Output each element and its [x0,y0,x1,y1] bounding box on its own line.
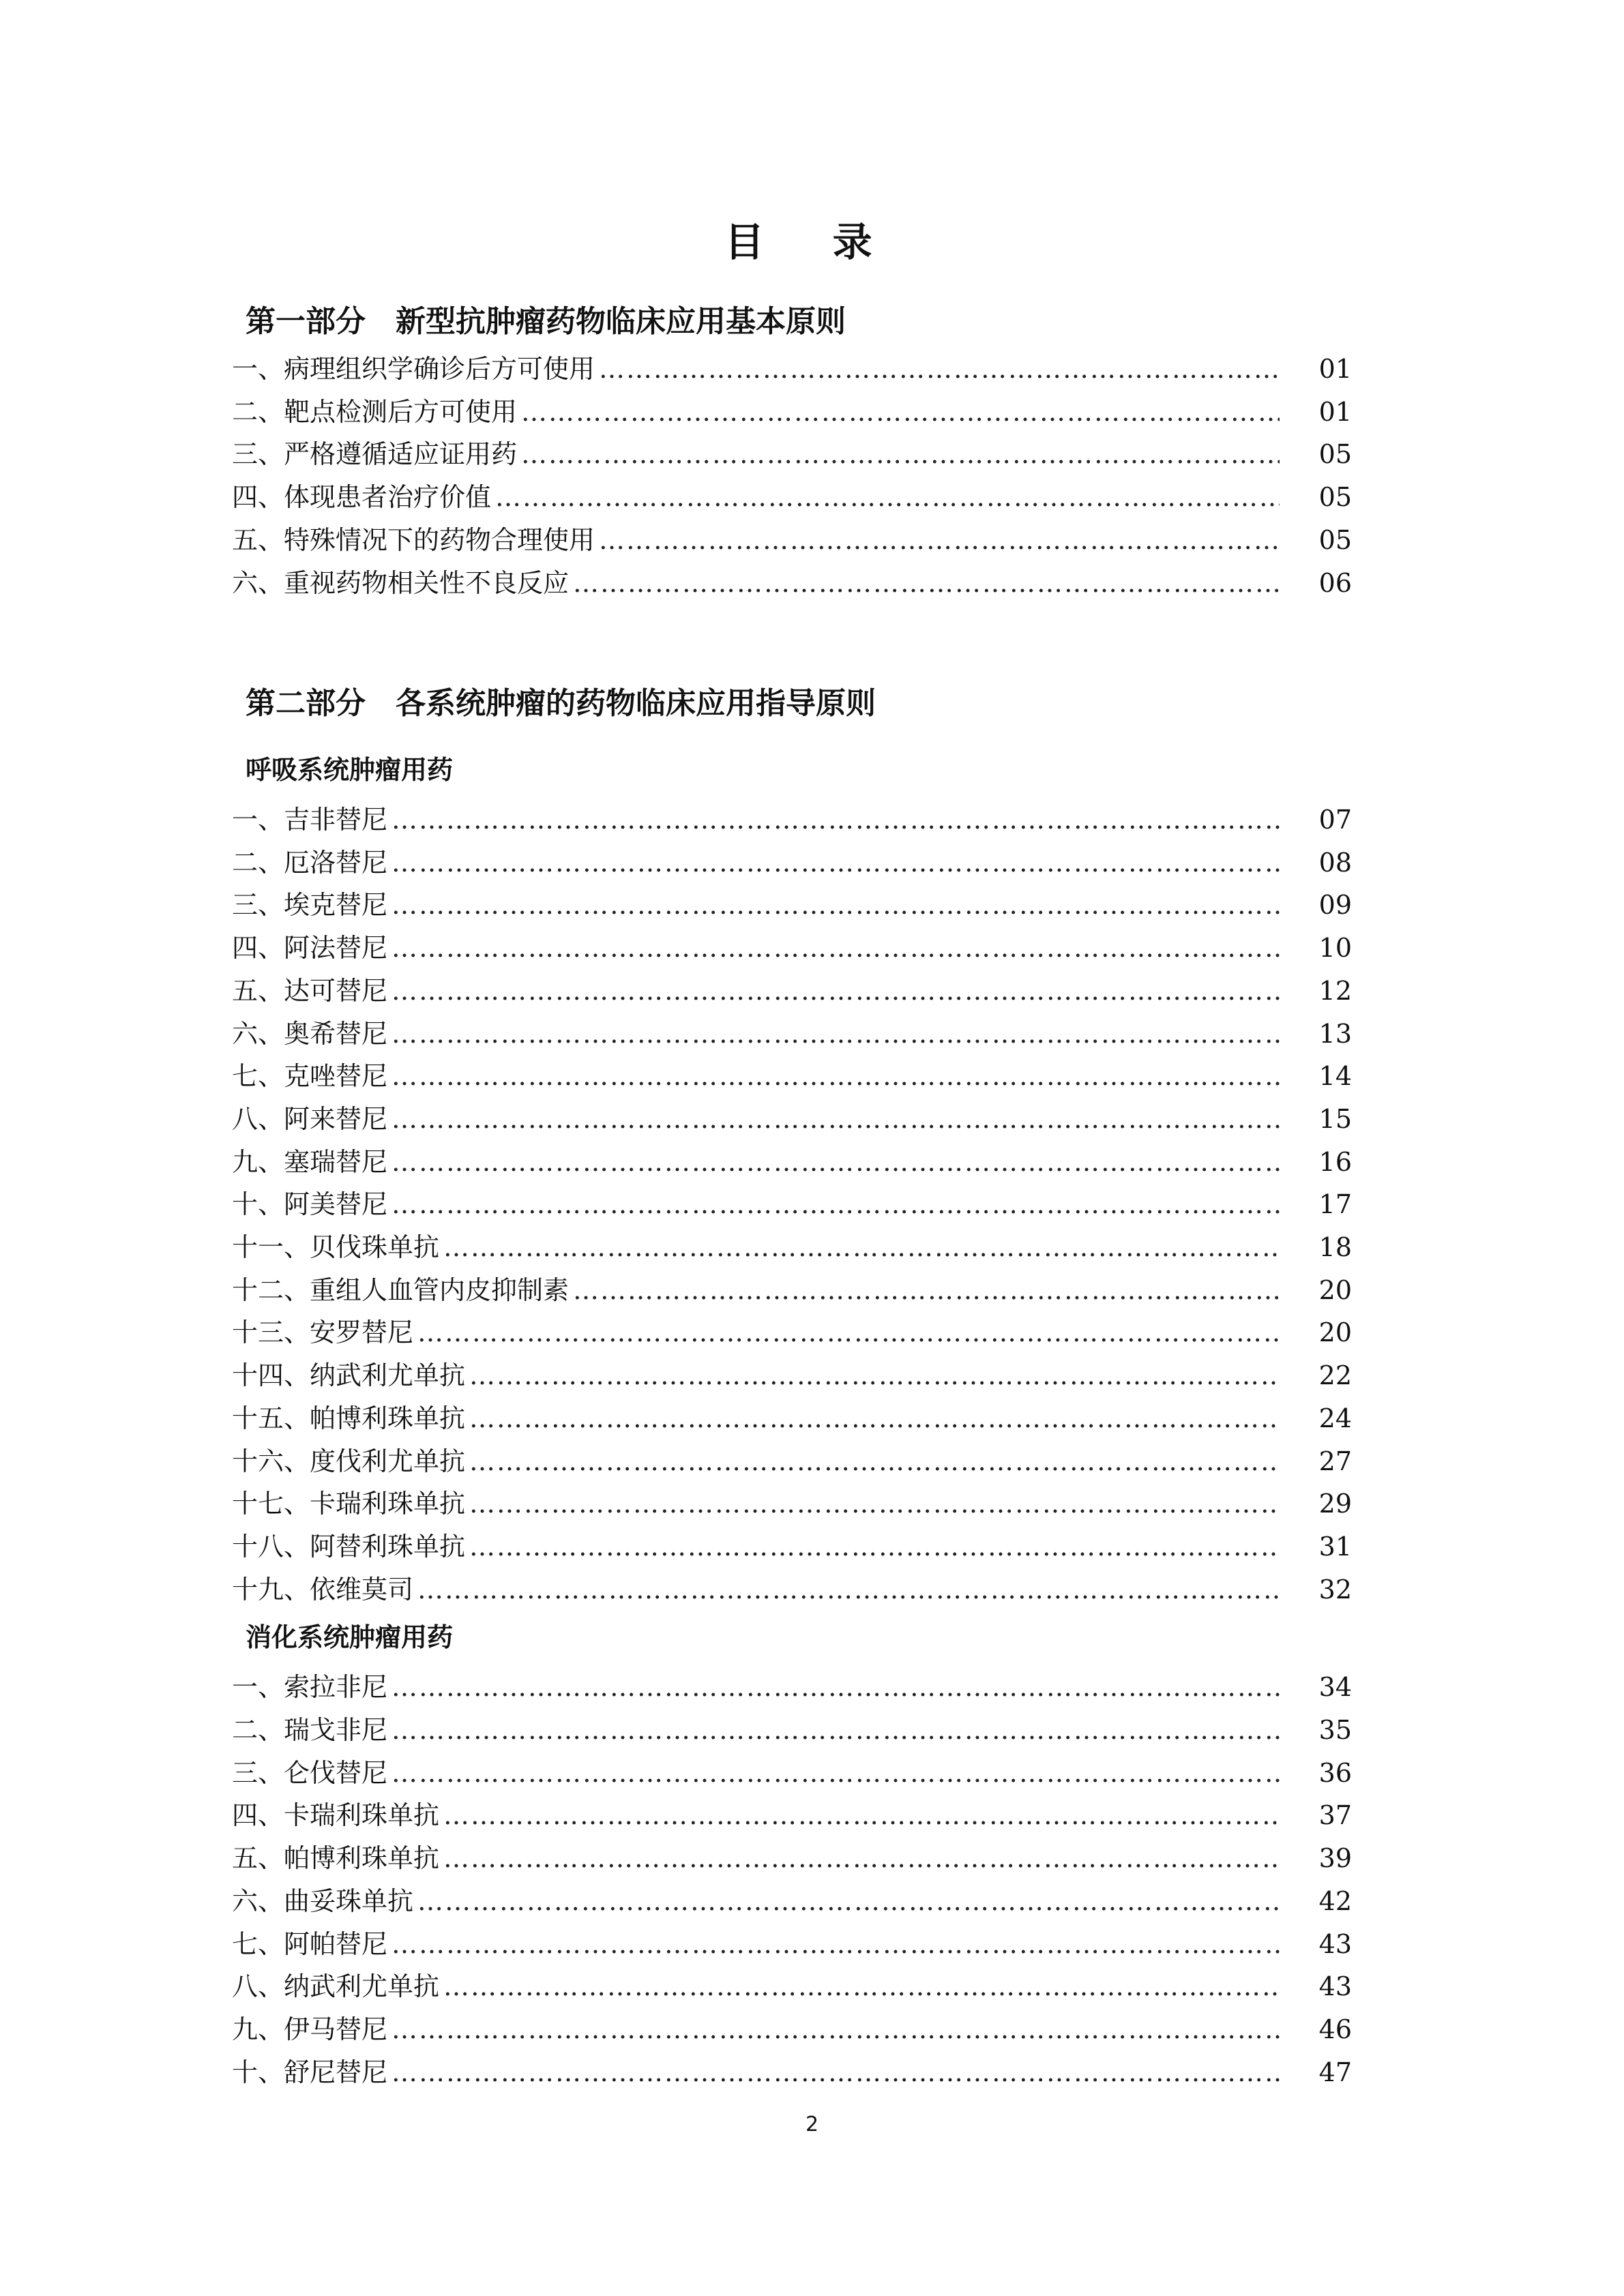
toc-entry-label: 十、阿美替尼 [232,1189,388,1220]
toc-entry-label: 三、埃克替尼 [232,890,388,921]
toc-entry[interactable] [232,1965,1352,2008]
toc-entry-label: 十三、安罗替尼 [232,1317,414,1348]
dot-leader [392,848,1280,878]
toc-entry-page: 08 [1318,847,1352,878]
toc-entry[interactable] [232,1055,1352,1097]
dot-leader [392,1019,1280,1049]
dot-leader [443,1800,1280,1830]
dot-leader [392,890,1280,920]
toc-entry-label: 三、严格遵循适应证用药 [232,439,518,470]
dot-leader [469,1489,1280,1519]
dot-leader [392,1061,1280,1091]
toc-entry[interactable] [232,519,1352,561]
toc-entry-page: 12 [1318,975,1352,1006]
page-number: 2 [805,2113,819,2136]
toc-entry-page: 09 [1318,890,1352,921]
dot-leader [443,1971,1280,2001]
dot-leader [521,439,1280,469]
toc-entry-page: 15 [1318,1103,1352,1134]
toc-entry[interactable] [232,1794,1352,1836]
dot-leader [469,1403,1280,1433]
toc-entry-page: 37 [1318,1800,1352,1831]
toc-entry-label: 七、阿帕替尼 [232,1928,388,1959]
toc-entry-page: 05 [1318,439,1352,470]
toc-entry[interactable] [232,1013,1352,1055]
dot-leader [469,1532,1280,1562]
toc-entry-label: 十二、重组人血管内皮抑制素 [232,1274,570,1305]
toc-entry-label: 七、克唑替尼 [232,1061,388,1092]
toc-entry-page: 31 [1318,1531,1352,1562]
toc-entry[interactable] [232,841,1352,884]
toc-entry-label: 五、帕博利珠单抗 [232,1843,440,1874]
toc-title: 目 录 [724,219,900,265]
toc-entry[interactable] [232,1354,1352,1397]
toc-entry-page: 17 [1318,1189,1352,1220]
toc-entry[interactable] [232,1226,1352,1268]
toc-entry-label: 十五、帕博利珠单抗 [232,1403,466,1433]
toc-entry-page: 14 [1318,1061,1352,1092]
dot-leader [417,1317,1280,1347]
dot-leader [392,1758,1280,1788]
toc-entry-label: 九、伊马替尼 [232,2014,388,2044]
toc-entry[interactable] [232,391,1352,433]
toc-entry[interactable] [232,1482,1352,1525]
dot-leader [392,1715,1280,1745]
toc-entry-page: 42 [1318,1885,1352,1916]
dot-leader [392,1189,1280,1219]
toc-entry[interactable] [232,1525,1352,1568]
toc-entry[interactable] [232,562,1352,604]
toc-entry-label: 十四、纳武利尤单抗 [232,1360,466,1391]
toc-entry-label: 二、靶点检测后方可使用 [232,396,518,427]
toc-entry[interactable] [232,348,1352,390]
toc-entry-page: 20 [1318,1317,1352,1348]
toc-entry[interactable] [232,799,1352,841]
toc-entry[interactable] [232,1709,1352,1751]
toc-entry[interactable] [232,1880,1352,1922]
dot-leader [599,354,1280,384]
toc-entry-label: 六、奥希替尼 [232,1018,388,1049]
dot-leader [495,482,1280,512]
toc-entry-label: 六、曲妥珠单抗 [232,1885,414,1916]
toc-entry-page: 05 [1318,482,1352,513]
toc-entry-label: 四、体现患者治疗价值 [232,482,492,513]
toc-entry-page: 18 [1318,1232,1352,1262]
part-two-heading: 第二部分 各系统肿瘤的药物临床应用指导原则 [246,686,876,721]
toc-entry-page: 06 [1318,567,1352,598]
toc-entry-page: 36 [1318,1757,1352,1788]
toc-entry-label: 五、特殊情况下的药物合理使用 [232,524,595,555]
dot-leader [392,1104,1280,1134]
toc-entry[interactable] [232,476,1352,518]
toc-entry-page: 20 [1318,1274,1352,1305]
toc-entry[interactable] [232,2008,1352,2051]
dot-leader [417,1886,1280,1916]
section-heading: 呼吸系统肿瘤用药 [246,755,454,785]
dot-leader [599,525,1280,555]
toc-entry-page: 24 [1318,1403,1352,1433]
toc-entry-page: 27 [1318,1446,1352,1476]
toc-entry[interactable] [232,1098,1352,1140]
dot-leader [392,1929,1280,1959]
toc-entry-label: 四、卡瑞利珠单抗 [232,1800,440,1831]
toc-entry-label: 五、达可替尼 [232,975,388,1006]
toc-entry[interactable] [232,1440,1352,1482]
toc-entry-label: 十八、阿替利珠单抗 [232,1531,466,1562]
toc-entry-page: 39 [1318,1843,1352,1874]
toc-entry-label: 六、重视药物相关性不良反应 [232,567,570,598]
toc-entry[interactable] [232,1568,1352,1611]
part-one-heading: 第一部分 新型抗肿瘤药物临床应用基本原则 [246,304,846,339]
dot-leader [392,2014,1280,2044]
toc-entry[interactable] [232,433,1352,475]
dot-leader [443,1843,1280,1873]
toc-entry[interactable] [232,1141,1352,1183]
toc-entry-page: 10 [1318,933,1352,964]
dot-leader [392,976,1280,1006]
toc-entry[interactable] [232,1923,1352,1965]
toc-entry-page: 43 [1318,1928,1352,1959]
toc-entry-page: 13 [1318,1018,1352,1049]
toc-entry[interactable] [232,1183,1352,1225]
dot-leader [521,397,1280,427]
section-heading: 消化系统肿瘤用药 [246,1622,454,1653]
toc-entry[interactable] [232,1752,1352,1794]
toc-entry-page: 05 [1318,524,1352,555]
toc-entry-label: 三、仑伐替尼 [232,1757,388,1788]
toc-entry[interactable] [232,1397,1352,1440]
toc-entry-page: 01 [1318,396,1352,427]
toc-entry-page: 32 [1318,1574,1352,1605]
dot-leader [573,568,1280,598]
toc-entry-label: 十一、贝伐珠单抗 [232,1232,440,1262]
dot-leader [469,1360,1280,1390]
toc-entry-page: 35 [1318,1715,1352,1745]
toc-entry-page: 43 [1318,1971,1352,2002]
toc-entry-page: 47 [1318,2057,1352,2087]
dot-leader [392,1672,1280,1702]
dot-leader [392,933,1280,963]
toc-entry-label: 二、瑞戈非尼 [232,1715,388,1745]
toc-entry-label: 四、阿法替尼 [232,933,388,964]
toc-entry[interactable] [232,927,1352,969]
toc-entry[interactable] [232,970,1352,1012]
toc-entry[interactable] [232,2051,1352,2093]
toc-entry[interactable] [232,1666,1352,1708]
dot-leader [392,2057,1280,2087]
toc-entry-label: 一、病理组织学确诊后方可使用 [232,354,595,384]
toc-entry-label: 十、舒尼替尼 [232,2057,388,2087]
dot-leader [392,805,1280,835]
toc-entry-label: 八、阿来替尼 [232,1103,388,1134]
toc-entry[interactable] [232,1311,1352,1354]
toc-entry[interactable] [232,1269,1352,1311]
toc-entry-label: 二、厄洛替尼 [232,847,388,878]
toc-entry-label: 九、塞瑞替尼 [232,1146,388,1177]
toc-entry[interactable] [232,1837,1352,1879]
toc-entry-label: 一、索拉非尼 [232,1672,388,1703]
toc-entry-page: 07 [1318,805,1352,835]
toc-entry-label: 十九、依维莫司 [232,1574,414,1605]
toc-entry[interactable] [232,884,1352,926]
dot-leader [443,1232,1280,1262]
toc-entry-label: 十七、卡瑞利珠单抗 [232,1489,466,1519]
toc-entry-page: 01 [1318,354,1352,384]
toc-entry-page: 29 [1318,1489,1352,1519]
toc-entry-label: 一、吉非替尼 [232,805,388,835]
dot-leader [392,1147,1280,1177]
toc-entry-page: 16 [1318,1146,1352,1177]
dot-leader [417,1575,1280,1605]
toc-entry-label: 十六、度伐利尤单抗 [232,1446,466,1476]
dot-leader [573,1275,1280,1305]
toc-entry-label: 八、纳武利尤单抗 [232,1971,440,2002]
toc-entry-page: 34 [1318,1672,1352,1703]
toc-entry-page: 46 [1318,2014,1352,2044]
dot-leader [469,1446,1280,1476]
toc-entry-page: 22 [1318,1360,1352,1391]
